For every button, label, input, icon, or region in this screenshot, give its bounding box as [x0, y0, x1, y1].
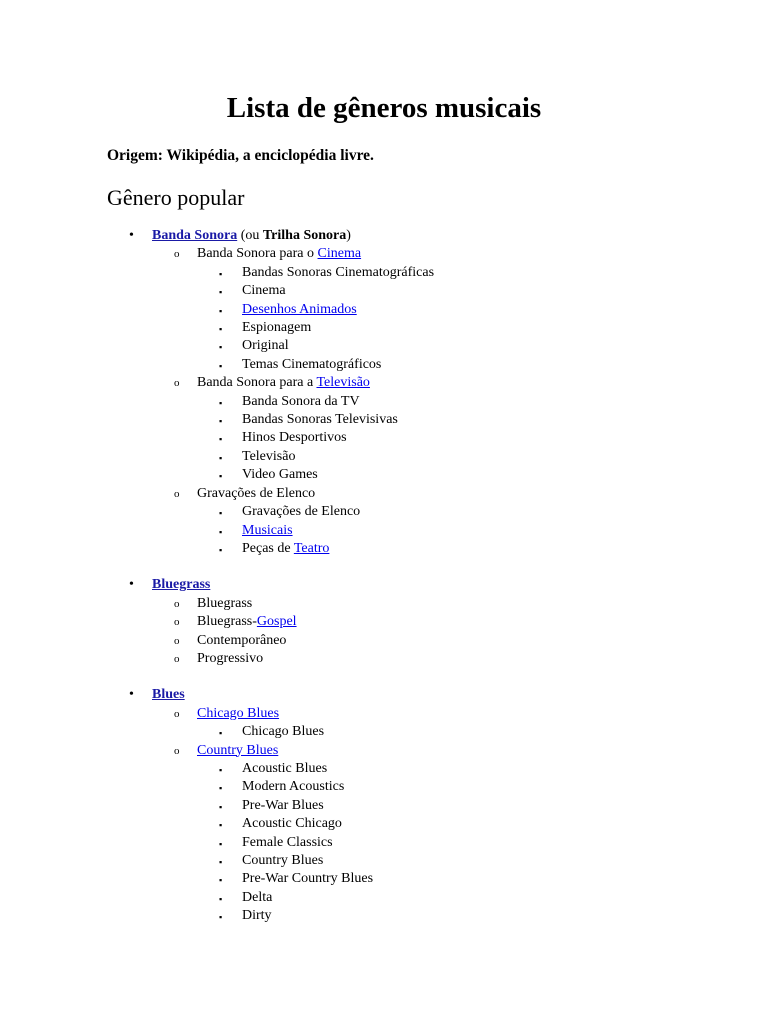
list-item: [197, 448, 768, 466]
subgenre-cinema-prefix: Banda Sonora para o: [197, 246, 318, 262]
subgenre-chicago-blues: [152, 705, 768, 742]
list-item-label: Hinos Desportivos: [242, 430, 347, 446]
list-item-label: Bluegrass: [197, 595, 253, 611]
list-item-label: Temas Cinematográficos: [242, 356, 382, 372]
square-marker: ▪: [219, 893, 223, 904]
list-item: [197, 834, 768, 852]
list-item: [152, 613, 768, 631]
list-item-label: Dirty: [242, 908, 272, 924]
square-marker: ▪: [219, 397, 223, 408]
square-marker: ▪: [219, 287, 223, 298]
subgenre-cinema: [152, 245, 768, 374]
genre-blues: [107, 686, 768, 925]
square-marker: ▪: [219, 912, 223, 923]
square-marker: ▪: [219, 764, 223, 775]
list-item: [152, 632, 768, 650]
list-item-label: Cinema: [242, 283, 286, 299]
list-item-label: Televisão: [242, 448, 296, 464]
list-item: [197, 870, 768, 888]
paren-open: (ou: [237, 228, 263, 243]
section-heading: Gênero popular: [107, 185, 245, 210]
list-item: [197, 815, 768, 833]
list-item-label: Modern Acoustics: [242, 779, 345, 795]
circle-marker: o: [174, 597, 180, 610]
square-marker: ▪: [219, 416, 223, 427]
square-marker: ▪: [219, 471, 223, 482]
link-desenhos-animados[interactable]: Desenhos Animados: [242, 301, 357, 317]
circle-marker: o: [174, 248, 180, 261]
square-marker: ▪: [219, 728, 223, 739]
list-item: [197, 282, 768, 300]
list-item: [197, 522, 768, 540]
link-blues[interactable]: Blues: [152, 687, 185, 703]
genre-banda-sonora: [107, 227, 768, 558]
bullet-marker: •: [129, 577, 134, 593]
link-gospel[interactable]: Gospel: [256, 614, 297, 630]
list-item: [197, 429, 768, 447]
subgenre-elenco-label: Gravações de Elenco: [197, 485, 316, 501]
origin-line: Origem: Wikipédia, a enciclopédia livre.: [107, 147, 374, 164]
square-marker: ▪: [219, 857, 223, 867]
list-item-label: Female Classics: [242, 834, 333, 850]
list-item: [197, 760, 768, 778]
list-item: [197, 797, 768, 815]
list-item-label: Country Blues: [242, 853, 324, 868]
link-musicais[interactable]: Musicais: [242, 522, 293, 538]
list-item: [197, 264, 768, 282]
square-marker: ▪: [219, 342, 223, 353]
subgenre-televisao: [152, 374, 768, 484]
link-cinema[interactable]: Cinema: [317, 246, 362, 262]
list-item: [197, 411, 768, 429]
link-teatro[interactable]: Teatro: [293, 540, 330, 556]
list-item: [197, 503, 768, 521]
list-item-label: Gravações de Elenco: [242, 504, 361, 520]
square-marker: ▪: [219, 324, 223, 335]
list-item-label: Espionagem: [242, 320, 312, 336]
square-marker: ▪: [219, 360, 223, 371]
list-item-label: Bandas Sonoras Televisivas: [242, 412, 398, 428]
list-item-label: Acoustic Blues: [242, 760, 328, 776]
square-marker: ▪: [219, 875, 223, 886]
square-marker: ▪: [219, 801, 223, 812]
circle-marker: o: [174, 652, 180, 665]
alt-name-trilha-sonora: Trilha Sonora: [262, 228, 347, 243]
list-item: [197, 301, 768, 319]
list-item-label: Contemporâneo: [197, 632, 287, 648]
link-chicago-blues[interactable]: Chicago Blues: [197, 705, 280, 721]
subgenre-tv-prefix: Banda Sonora para a: [197, 375, 317, 391]
square-marker: ▪: [219, 434, 223, 445]
genre-bluegrass: [107, 576, 768, 668]
genre-list: [107, 227, 768, 926]
link-banda-sonora[interactable]: Banda Sonora: [152, 228, 238, 243]
list-item-prefix: Peças de: [242, 540, 294, 556]
circle-marker: o: [174, 744, 180, 757]
list-item-label: Delta: [242, 889, 273, 905]
subgenre-gravacoes-de-elenco: [152, 485, 768, 559]
link-bluegrass[interactable]: Bluegrass: [152, 577, 211, 593]
list-item-label: Bandas Sonoras Cinematográficas: [242, 264, 435, 280]
square-marker: ▪: [219, 838, 223, 849]
list-item: [152, 650, 768, 668]
page-title: Lista de gêneros musicais: [226, 92, 542, 124]
list-item: [197, 319, 768, 337]
list-item-label: Chicago Blues: [242, 724, 325, 740]
list-item: [197, 356, 768, 374]
list-item: [197, 778, 768, 796]
square-marker: ▪: [219, 783, 223, 794]
circle-marker: o: [174, 707, 180, 720]
list-item-label: Banda Sonora da TV: [242, 393, 360, 409]
list-item-prefix: Bluegrass-: [197, 614, 257, 630]
list-item-label: Pre-War Blues: [242, 797, 324, 813]
list-item: [197, 907, 768, 925]
square-marker: ▪: [219, 452, 223, 463]
circle-marker: o: [174, 377, 180, 390]
list-item-label: Acoustic Chicago: [242, 816, 342, 832]
list-item: [197, 723, 768, 741]
subgenre-country-blues: [152, 742, 768, 926]
square-marker: ▪: [219, 305, 223, 316]
circle-marker: o: [174, 616, 180, 629]
list-item-label: Progressivo: [197, 650, 264, 666]
list-item: [197, 852, 768, 870]
list-item: [197, 393, 768, 411]
circle-marker: o: [174, 487, 180, 500]
paren-close: ): [346, 228, 351, 243]
link-televisao[interactable]: Televisão: [316, 375, 370, 391]
square-marker: ▪: [219, 544, 223, 555]
circle-marker: o: [174, 634, 180, 647]
bullet-marker: •: [129, 228, 134, 243]
bullet-marker: •: [129, 687, 134, 703]
square-marker: ▪: [219, 820, 223, 831]
square-marker: ▪: [219, 526, 223, 537]
list-item: [197, 337, 768, 355]
list-item: [152, 595, 768, 613]
square-marker: ▪: [219, 268, 223, 279]
list-item: [197, 889, 768, 907]
square-marker: ▪: [219, 508, 223, 519]
link-country-blues[interactable]: Country Blues: [197, 742, 279, 758]
list-item: [197, 466, 768, 484]
list-item: [197, 540, 768, 558]
list-item-label: Original: [242, 338, 289, 354]
list-item-label: Video Games: [242, 467, 318, 483]
list-item-label: Pre-War Country Blues: [242, 871, 374, 887]
